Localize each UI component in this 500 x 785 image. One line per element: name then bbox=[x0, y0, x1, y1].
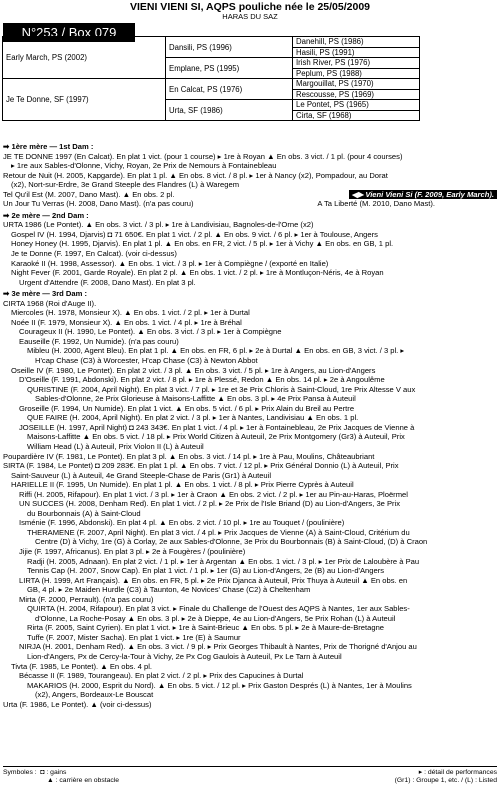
record-line: SIRTA (F. 1984, Le Pontet) ◘ 209 283€. En plat 1 pl. ▲ En obs. 7 vict. / 12 pl. ▸ Prix Général Donnio (L) à Auteuil, Prix bbox=[3, 461, 399, 471]
pedigree-g3: Irish River, PS (1976) bbox=[293, 58, 420, 69]
record-line: Isménie (F. 1996, Abdonski). En plat 4 pl. ▲ En obs. 2 vict. / 10 pl. ▸ 1re au Touquet / (poulinière) bbox=[19, 518, 345, 528]
record-line: Tennis Cap (H. 2007, Snow Cap). En plat 1 vict. / 1 pl. ▸ 1er (G) au Lion-d'Angers, 2e (B) au Lion-d'Angers bbox=[27, 566, 385, 576]
pedigree-g3: Rescousse, PS (1969) bbox=[293, 89, 420, 100]
record-line-pair bbox=[3, 199, 497, 209]
pedigree-g2: Urta, SF (1986) bbox=[166, 100, 293, 121]
pedigree-g3: Danehill, PS (1986) bbox=[293, 37, 420, 48]
record-line: UN SUCCES (H. 2008, Denham Red). En plat 1 vict. / 2 pl. ▸ 2e Prix de l'Isle Briand (D) au Lion-d'Angers, 3e Prix bbox=[19, 499, 401, 509]
record-line: JE TE DONNE 1997 (En Calcat). En plat 1 vict. (pour 1 course) ▸ 1re à Royan ▲ En obs. 3 vict. / 1 pl. (pour 4 courses) bbox=[3, 151, 403, 161]
record-line: Courageux II (H. 1990, Le Pontet). ▲ En obs. 3 vict. / 3 pl. ▸ 1er à Compiègne bbox=[19, 327, 282, 337]
record-line-pair bbox=[3, 190, 497, 200]
pedigree-g3: Le Pontet, PS (1965) bbox=[293, 100, 420, 111]
lot-badge: N°253 / Box 079 bbox=[3, 23, 135, 42]
pedigree-g3: Margouillat, PS (1970) bbox=[293, 79, 420, 90]
record-line: d'Olonne, La Roche-Posay ▲ En obs. 3 pl. ▸ 2e à Dieppe, 4e au Lion-d'Angers, 5e Prix Rohan (L) à Auteuil bbox=[35, 613, 396, 623]
legend-groupe: (Gr1) : Groupe 1, etc. / (L) : Listed bbox=[394, 777, 497, 784]
record-line: HARIELLE II (F. 1995, Un Numide). En plat 1 pl. ▲ En obs. 1 vict. / 8 pl. ▸ Prix Pierre Cyprès à Auteuil bbox=[11, 480, 354, 490]
record-line: QUIRTA (H. 2004, Rifapour). En plat 3 vict. ▸ Finale du Challenge de l'Ouest des AQPS à Nantes, 1er aux Sables- bbox=[27, 604, 410, 614]
record-line: GB, 4 pl. ▸ 2e Maiden Hurdle (C3) à Taunton, 4e Novices' Chase (C2) à Cheltenham bbox=[27, 585, 311, 595]
record-line: QURISTINE (F. 2004, April Night). En plat 3 vict. / 7 pl. ▸ 1re et 3e Prix Chloris à Saint-Cloud, 1re Prix Altesse V aux bbox=[27, 384, 416, 394]
legend-footer bbox=[3, 766, 497, 785]
record-line: H'cap Chase (C3) à Worcester, H'cap Chase (C3) à Newton Abbot bbox=[35, 356, 258, 366]
record-line: Bécasse II (F. 1989, Tourangeau). En plat 2 vict. / 2 pl. ▸ Prix des Capucines à Durtal bbox=[19, 671, 304, 681]
record-line: Gospel IV (H. 1994, Djarvis) ◘ 71 650€. En plat 1 vict. / 2 pl. ▲ En obs. 9 vict. / 6 pl. ▸ 1er à Toulouse, Angers bbox=[11, 229, 378, 239]
featured-foal-label: Vieni Vieni Si (F. 2009, Early March). bbox=[365, 189, 494, 199]
record-line: Centre (D) à Vichy, 1re (G) à Corlay, 2e aux Sables-d'Olonne, 3e Prix du Bourbonnais (B) à Saint-Cloud, (D) à Craon bbox=[35, 537, 428, 547]
record-line: D'Oseille (F. 1991, Abdonski). En plat 2 vict. / 8 pl. ▸ 1re à Plessé, Redon ▲ En obs. 14 pl. ▸ 2e à Angoulême bbox=[19, 375, 385, 385]
pedigree-dam: Je Te Donne, SF (1997) bbox=[3, 79, 166, 121]
record-line: Riffi (H. 2005, Rifapour). En plat 1 vict. / 3 pl. ▸ 1er à Craon ▲ En obs. 2 vict. / 2 pl. ▸ 1er au Pin-au-Haras, Ploërmel bbox=[19, 489, 408, 499]
record-line: Tivta (F. 1985, Le Pontet). ▲ En obs. 4 pl. bbox=[11, 661, 153, 671]
record-line: Je te Donne (F. 1997, En Calcat). (voir ci-dessus) bbox=[11, 249, 177, 259]
record-line: CIRTA 1968 (Roi d'Auge II). bbox=[3, 298, 97, 308]
record-line: Un Jour Tu Verras (H. 2008, Dano Mast). (n'a pas couru) bbox=[3, 199, 194, 209]
record-line: Urgent d'Attendre (F. 2008, Dano Mast). En plat 3 pl. bbox=[19, 277, 196, 287]
record-line: du Bourbonnais (A) à Saint-Cloud bbox=[27, 508, 141, 518]
record-line: Night Fever (F. 2001, Garde Royale). En plat 2 pl. ▲ En obs. 1 vict. / 2 pl. ▸ 1re à Montluçon-Néris, 4e à Royan bbox=[11, 268, 384, 278]
pedigree-sire: Early March, PS (2002) bbox=[3, 37, 166, 79]
record-line: Honey Honey (H. 1995, Djarvis). En plat 1 pl. ▲ En obs. en FR, 2 vict. / 5 pl. ▸ 1er à Vichy ▲ En obs. en GB, 1 pl. bbox=[11, 239, 394, 249]
record-line: (x2), Angers, Bordeaux-Le Bouscat bbox=[35, 690, 154, 700]
record-line: Jijie (F. 1997, Africanus). En plat 3 pl. ▸ 2e à Fougères / (poulinière) bbox=[19, 546, 246, 556]
record-line: Retour de Nuit (H. 2005, Kapgarde). En plat 1 pl. ▲ En obs. 8 vict. / 8 pl. ▸ 1er à Nancy (x2), Pompadour, au Dorat bbox=[3, 170, 388, 180]
record-line: Mibleu (H. 2000, Agent Bleu). En plat 1 pl. ▲ En obs. en FR, 6 pl. ▸ 2e à Durtal ▲ En obs. en GB, 3 vict. / 3 pl. ▸ bbox=[27, 346, 405, 356]
record-line: (x2), Nort-sur-Erdre, 3e Grand Steeple des Flandres (L) à Waregem bbox=[11, 180, 240, 190]
legend-obstacle: ▲ : carrière en obstacle bbox=[47, 777, 120, 784]
pedigree-g2: Emplane, PS (1995) bbox=[166, 58, 293, 79]
record-line: William Head (L) à Auteuil, Prix Violon II (L) à Auteuil bbox=[27, 441, 204, 451]
record-line: Sables-d'Olonne, 2e Prix Glorieuse à Maisons-Laffitte ▲ En obs. 3 pl. ▸ 4e Prix Pansa à Auteuil bbox=[35, 394, 356, 404]
record-line: JOSEILLE (H. 1997, April Night) ◘ 243 343€. En plat 1 vict. / 4 pl. ▸ 1er à Fontainebleau, 2e Prix Jacques de Vienne à bbox=[19, 422, 415, 432]
record-line: A Ta Liberté (M. 2010, Dano Mast). bbox=[317, 199, 435, 209]
page-title: VIENI VIENI SI, AQPS pouliche née le 25/05/2009 bbox=[129, 1, 371, 13]
record-line: Radji (H. 2005, Adnaan). En plat 2 vict. / 1 pl. ▸ 1er à Argentan ▲ En obs. 1 vict. / 3 pl. ▸ 1er Prix de Laloubère à Pau bbox=[27, 556, 420, 566]
legend-gains: ◘ : gains bbox=[40, 769, 67, 776]
record-line: Saint-Sauveur (L) à Auteuil, 4e Grand Steeple-Chase de Paris (Gr1) à Auteuil bbox=[11, 470, 272, 480]
record-line: Tuffe (F. 2007, Mister Sacha). En plat 1 vict. ▸ 1re (E) à Saumur bbox=[27, 632, 241, 642]
record-line: URTA 1986 (Le Pontet). ▲ En obs. 3 vict. / 3 pl. ▸ 1re à Landivisiau, Bagnoles-de-l'Orne (x2) bbox=[3, 220, 314, 230]
section-first-dam: ➡ 1ère mère — 1st Dam : bbox=[3, 142, 497, 152]
record-line: Tel Qu'il Est (M. 2007, Dano Mast). ▲ En obs. 2 pl. bbox=[3, 189, 175, 199]
pedigree-table bbox=[2, 36, 420, 121]
record-line: LIRTA (H. 1999, Art Français). ▲ En obs. en FR, 5 pl. ▸ 2e Prix Djanca à Auteuil, Prix Thuya à Auteuil ▲ En obs. en bbox=[19, 575, 408, 585]
produce-record bbox=[3, 140, 497, 709]
record-line: NIRJA (H. 2001, Denham Red). ▲ En obs. 3 vict. / 9 pl. ▸ Prix Georges Thibault à Nantes, Prix de Thorigné d'Anjou au bbox=[19, 642, 417, 652]
legend-detail: ▸ : détail de performances bbox=[418, 769, 497, 776]
record-line: Lion-d'Angers, Px de Cercy-la-Tour à Vichy, 2e Px Cog Gaulois à Auteuil, Px Le Tarn à Auteuil bbox=[27, 651, 342, 661]
record-line: Noée II (F. 1979, Monsieur X). ▲ En obs. 1 vict. / 4 pl. ▸ 1re à Bréhal bbox=[11, 317, 242, 327]
record-line: Miercoles (H. 1978, Monsieur X). ▲ En obs. 1 vict. / 2 pl. ▸ 1er à Durtal bbox=[11, 308, 250, 318]
record-line: Mirta (F. 2000, Perrault). (n'a pas couru) bbox=[19, 594, 154, 604]
section-second-dam: ➡ 2e mère — 2nd Dam : bbox=[3, 211, 497, 221]
record-line: Maisons-Laffitte ▲ En obs. 5 vict. / 18 pl. ▸ Prix World Citizen à Auteuil, 2e Prix Montgomery (Gr3) à Auteuil, Prix bbox=[27, 432, 405, 442]
record-line: THERAMENE (F. 2007, April Night). En plat 3 vict. / 4 pl. ▸ Prix Jacques de Vienne (A) à Saint-Cloud, Critérium du bbox=[27, 527, 410, 537]
record-line: Oseille IV (F. 1980, Le Pontet). En plat 2 vict. / 3 pl. ▲ En obs. 3 vict. / 5 pl. ▸ 1re à Angers, au Lion-d'Angers bbox=[11, 365, 376, 375]
featured-foal: ◀▶ Vieni Vieni Si (F. 2009, Early March). bbox=[349, 190, 497, 200]
section-third-dam: ➡ 3e mère — 3rd Dam : bbox=[3, 289, 497, 299]
pedigree-g2: Dansili, PS (1996) bbox=[166, 37, 293, 58]
record-line: Karaoké II (H. 1998, Assessor). ▲ En obs. 1 vict. / 3 pl. ▸ 1er à Compiègne / (exporté en Italie) bbox=[11, 258, 329, 268]
record-line: Eauseille (F. 1992, Un Numide). (n'a pas couru) bbox=[19, 336, 179, 346]
haras-name: HARAS DU SAZ bbox=[222, 12, 278, 21]
record-line: QUE FAIRE (H. 2004, April Night). En plat 2 vict. / 3 pl. ▸ 1er à Nantes, Landivisiau ▲ En obs. 1 pl. bbox=[27, 413, 359, 423]
pedigree-g2: En Calcat, PS (1976) bbox=[166, 79, 293, 100]
pedigree-g3: Cirta, SF (1968) bbox=[293, 110, 420, 121]
record-line: Rirta (F. 2005, Saint Cyrien). En plat 1 vict. ▸ 1re à Saint-Brieuc ▲ En obs. 5 pl. ▸ 2e à Maure-de-Bretagne bbox=[27, 623, 385, 633]
pedigree-g3: Peplum, PS (1988) bbox=[293, 68, 420, 79]
pedigree-g3: Hasili, PS (1991) bbox=[293, 47, 420, 58]
record-line: Urta (F. 1986, Le Pontet). ▲ (voir ci-dessus) bbox=[3, 699, 152, 709]
record-line: MAKARIOS (H. 2000, Esprit du Nord). ▲ En obs. 5 vict. / 12 pl. ▸ Prix Gaston Després (L) à Nantes, 1er à Moulins bbox=[27, 680, 412, 690]
record-line: Groseille (F. 1994, Un Numide). En plat 1 vict. ▲ En obs. 5 vict. / 6 pl. ▸ Prix Alain du Breil au Pertre bbox=[19, 403, 355, 413]
legend-label: Symboles : bbox=[3, 769, 37, 776]
record-line: Poupardière IV (F. 1981, Le Pontet). En plat 3 pl. ▲ En obs. 3 vict. / 14 pl. ▸ 1re à Pau, Moulins, Châteaubriant bbox=[3, 451, 375, 461]
record-line: ▸ 1re aux Sables-d'Olonne, Vichy, Royan, 2e Prix de Nemours à Fontainebleau bbox=[11, 161, 277, 171]
